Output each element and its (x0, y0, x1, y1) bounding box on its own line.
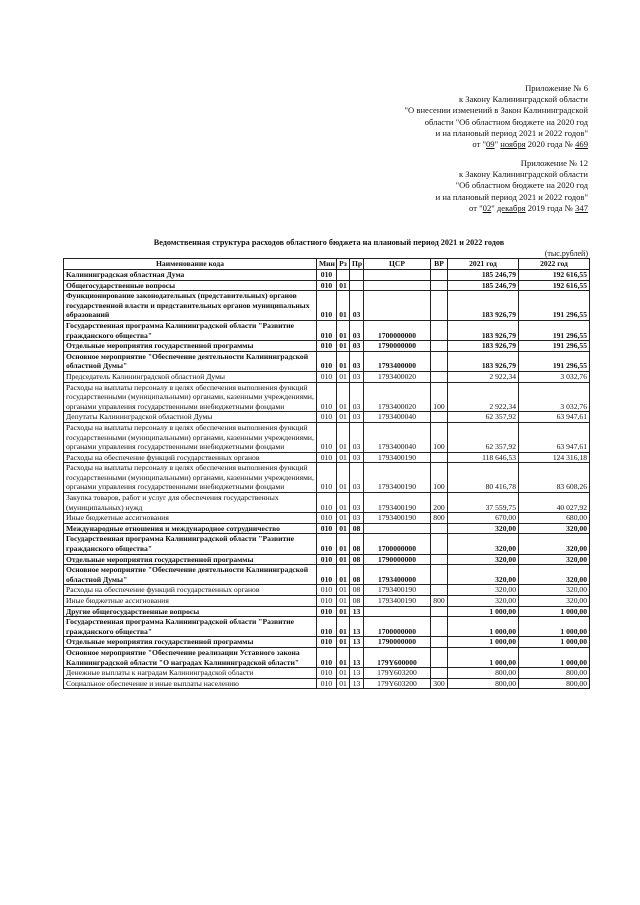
row-pr: 13 (350, 647, 364, 667)
row-2021: 62 357,92 (448, 422, 519, 452)
row-vr (431, 291, 448, 321)
row-rz: 01 (337, 606, 350, 617)
row-min: 010 (317, 596, 337, 607)
row-pr: 08 (350, 523, 364, 534)
date-sep: " (494, 139, 501, 150)
row-pr: 08 (350, 554, 364, 565)
row-name: Основное мероприятие "Обеспечение деятельности Калининградской областной Думы" (64, 565, 317, 585)
row-2021: 1 000,00 (448, 617, 519, 637)
row-2022: 191 296,55 (519, 320, 590, 340)
row-csr: 1793400190 (364, 513, 431, 524)
row-name: Основное мероприятие "Обеспечение деятельности Калининградской областной Думы" (64, 351, 317, 371)
table-row (64, 291, 590, 321)
row-2022: 40 027,92 (519, 493, 590, 513)
date-year: 2020 года № (525, 139, 576, 150)
row-pr: 13 (350, 678, 364, 689)
row-2022: 1 000,00 (519, 617, 590, 637)
row-rz: 01 (337, 351, 350, 371)
row-2022: 191 296,55 (519, 291, 590, 321)
row-2022: 320,00 (519, 554, 590, 565)
row-name: Денежные выплаты к наградам Калининградской области (64, 668, 317, 679)
budget-table (63, 258, 590, 689)
row-vr (431, 351, 448, 371)
row-min: 010 (317, 565, 337, 585)
row-csr: 1790000000 (364, 554, 431, 565)
row-min: 010 (317, 554, 337, 565)
header-csr: ЦСР (364, 259, 431, 270)
row-rz: 01 (337, 280, 350, 291)
appendix-line: "Об областном бюджете на 2020 год (455, 180, 588, 191)
header-pr: Пр (350, 259, 364, 270)
row-csr (364, 606, 431, 617)
row-min: 010 (317, 320, 337, 340)
row-2022: 320,00 (519, 565, 590, 585)
row-csr: 1793400020 (364, 371, 431, 382)
row-pr: 03 (350, 351, 364, 371)
appendix-line: Приложение № 6 (525, 83, 588, 93)
row-name: Другие общегосударственные вопросы (64, 606, 317, 617)
row-2021: 1 000,00 (448, 637, 519, 648)
row-rz: 01 (337, 341, 350, 352)
table-row (64, 637, 590, 648)
row-min: 010 (317, 382, 337, 412)
row-vr (431, 452, 448, 463)
row-rz: 01 (337, 678, 350, 689)
row-vr (431, 554, 448, 565)
table-row (64, 351, 590, 371)
table-row (64, 270, 590, 281)
row-2021: 37 559,75 (448, 493, 519, 513)
row-2021: 183 926,79 (448, 351, 519, 371)
row-name: Расходы на выплаты персоналу в целях обеспечения выполнения функций государственными (муниципальными) органами, казенными учреждениями, органами управления государственными внебюджетными фондами (64, 463, 317, 493)
row-vr (431, 371, 448, 382)
row-2022: 191 296,55 (519, 341, 590, 352)
row-csr: 1793400190 (364, 452, 431, 463)
row-2022: 83 608,26 (519, 463, 590, 493)
table-row (64, 596, 590, 607)
row-2022: 63 947,61 (519, 412, 590, 423)
row-vr: 100 (431, 422, 448, 452)
row-2022: 680,00 (519, 513, 590, 524)
table-row (64, 452, 590, 463)
row-rz: 01 (337, 513, 350, 524)
row-min: 010 (317, 513, 337, 524)
row-2021: 185 246,79 (448, 270, 519, 281)
row-csr (364, 291, 431, 321)
header-2021: 2021 год (448, 259, 519, 270)
row-vr (431, 270, 448, 281)
row-csr: 1793400020 (364, 382, 431, 412)
row-2021: 320,00 (448, 596, 519, 607)
row-name: Иные бюджетные ассигнования (64, 513, 317, 524)
row-rz: 01 (337, 617, 350, 637)
row-name: Государственная программа Калининградской области "Развитие гражданского общества" (64, 320, 317, 340)
row-min: 010 (317, 493, 337, 513)
row-2021: 320,00 (448, 585, 519, 596)
row-rz: 01 (337, 463, 350, 493)
row-pr: 08 (350, 534, 364, 554)
table-body (64, 270, 590, 689)
row-vr (431, 637, 448, 648)
row-vr (431, 280, 448, 291)
row-2022: 191 296,55 (519, 351, 590, 371)
row-vr: 100 (431, 382, 448, 412)
row-2022: 320,00 (519, 523, 590, 534)
appendix-line: Приложение № 12 (520, 158, 588, 168)
row-csr: 1793400040 (364, 412, 431, 423)
row-name: Функционирование законодательных (представительных) органов государственной власти и представительных органов муниципальных образований (64, 291, 317, 321)
row-vr (431, 412, 448, 423)
row-rz: 01 (337, 565, 350, 585)
row-2022: 320,00 (519, 585, 590, 596)
row-csr: 179Y600000 (364, 647, 431, 667)
appendix-line: и на плановый период 2021 и 2022 годов" (435, 191, 588, 202)
row-name: Государственная программа Калининградской области "Развитие гражданского общества" (64, 534, 317, 554)
row-pr: 03 (350, 422, 364, 452)
table-row (64, 493, 590, 513)
row-2022: 320,00 (519, 596, 590, 607)
appendix-line: области "Об областном бюджете на 2020 год (424, 116, 588, 127)
row-vr (431, 341, 448, 352)
row-vr (431, 647, 448, 667)
row-min: 010 (317, 637, 337, 648)
row-2021: 183 926,79 (448, 291, 519, 321)
row-csr: 1790000000 (364, 341, 431, 352)
table-row (64, 647, 590, 667)
row-2021: 320,00 (448, 554, 519, 565)
row-rz: 01 (337, 554, 350, 565)
row-vr (431, 617, 448, 637)
appendix-date-line (405, 139, 588, 150)
row-2021: 670,00 (448, 513, 519, 524)
row-2021: 183 926,79 (448, 320, 519, 340)
row-min: 010 (317, 534, 337, 554)
row-name: Общегосударственные вопросы (64, 280, 317, 291)
row-pr: 03 (350, 493, 364, 513)
row-name: Калининградская областная Дума (64, 270, 317, 281)
row-name: Государственная программа Калининградской области "Развитие гражданского общества" (64, 617, 317, 637)
row-name: Председатель Калининградской областной Думы (64, 371, 317, 382)
document-title: Ведомственная структура расходов областного бюджета на плановый период 2021 и 2022 годов (153, 238, 505, 247)
row-2021: 2 922,34 (448, 371, 519, 382)
table-row (64, 678, 590, 689)
row-min: 010 (317, 371, 337, 382)
row-2021: 62 357,92 (448, 412, 519, 423)
table-row (64, 513, 590, 524)
row-rz: 01 (337, 668, 350, 679)
row-rz: 01 (337, 422, 350, 452)
row-rz: 01 (337, 382, 350, 412)
appendix-6-header (405, 83, 588, 150)
row-csr: 1700000000 (364, 617, 431, 637)
row-min: 010 (317, 280, 337, 291)
row-csr: 1793400190 (364, 585, 431, 596)
row-2022: 3 032,76 (519, 382, 590, 412)
row-pr: 03 (350, 291, 364, 321)
row-min: 010 (317, 647, 337, 667)
row-csr (364, 280, 431, 291)
row-2021: 320,00 (448, 565, 519, 585)
row-csr: 179Y603200 (364, 668, 431, 679)
law-number: 347 (575, 202, 588, 213)
row-rz: 01 (337, 647, 350, 667)
date-year: 2019 года № (525, 202, 576, 213)
row-pr: 03 (350, 371, 364, 382)
table-row (64, 320, 590, 340)
row-name: Отдельные мероприятия государственной программы (64, 637, 317, 648)
row-vr (431, 534, 448, 554)
row-pr: 03 (350, 452, 364, 463)
row-2022: 800,00 (519, 678, 590, 689)
row-min: 010 (317, 422, 337, 452)
row-rz: 01 (337, 452, 350, 463)
date-month: ноября (500, 139, 526, 150)
row-pr (350, 270, 364, 281)
header-vr: ВР (431, 259, 448, 270)
date-day: 02 (482, 202, 492, 213)
row-min: 010 (317, 523, 337, 534)
row-pr: 13 (350, 606, 364, 617)
row-vr: 100 (431, 463, 448, 493)
row-pr: 13 (350, 617, 364, 637)
row-rz: 01 (337, 523, 350, 534)
row-2021: 800,00 (448, 678, 519, 689)
row-min: 010 (317, 668, 337, 679)
row-pr: 03 (350, 412, 364, 423)
row-csr: 1793400190 (364, 493, 431, 513)
row-rz (337, 270, 350, 281)
row-csr: 179Y603200 (364, 678, 431, 689)
row-csr (364, 270, 431, 281)
row-2021: 320,00 (448, 523, 519, 534)
row-name: Отдельные мероприятия государственной программы (64, 554, 317, 565)
row-vr: 200 (431, 493, 448, 513)
row-vr (431, 523, 448, 534)
appendix-line: к Закону Калининградской области (458, 169, 588, 180)
row-min: 010 (317, 585, 337, 596)
table-row (64, 585, 590, 596)
appendix-line: к Закону Калининградской области (458, 94, 588, 105)
table-row (64, 412, 590, 423)
row-csr: 1793400190 (364, 596, 431, 607)
row-pr (350, 280, 364, 291)
header-min: Мин (317, 259, 337, 270)
row-pr: 03 (350, 320, 364, 340)
row-min: 010 (317, 412, 337, 423)
row-name: Иные бюджетные ассигнования (64, 596, 317, 607)
row-pr: 08 (350, 596, 364, 607)
row-pr: 08 (350, 585, 364, 596)
row-rz: 01 (337, 320, 350, 340)
row-name: Расходы на обеспечение функций государственных органов (64, 452, 317, 463)
appendix-line: "О внесении изменений в Закон Калининградской (404, 105, 588, 116)
row-name: Основное мероприятие "Обеспечение реализации Уставного закона Калининградской области "О наградах Калининградской области" (64, 647, 317, 667)
row-pr: 03 (350, 341, 364, 352)
table-row (64, 371, 590, 382)
row-vr (431, 320, 448, 340)
row-2021: 185 246,79 (448, 280, 519, 291)
row-rz: 01 (337, 637, 350, 648)
row-vr (431, 585, 448, 596)
table-row (64, 606, 590, 617)
row-rz: 01 (337, 412, 350, 423)
date-prefix: от " (469, 202, 483, 213)
date-sep: " (491, 202, 497, 213)
appendix-date-line (436, 203, 588, 214)
header-2022: 2022 год (519, 259, 590, 270)
row-2022: 1 000,00 (519, 606, 590, 617)
row-2022: 1 000,00 (519, 647, 590, 667)
row-rz: 01 (337, 371, 350, 382)
table-row (64, 523, 590, 534)
row-pr: 03 (350, 463, 364, 493)
row-min: 010 (317, 463, 337, 493)
row-min: 010 (317, 341, 337, 352)
header-name: Наименование кода (64, 259, 317, 270)
row-2021: 80 416,78 (448, 463, 519, 493)
row-pr: 03 (350, 382, 364, 412)
row-vr (431, 565, 448, 585)
row-csr: 1793400190 (364, 463, 431, 493)
row-vr: 300 (431, 678, 448, 689)
table-row (64, 280, 590, 291)
header-rz: Рз (337, 259, 350, 270)
row-name: Международные отношения и международное сотрудничество (64, 523, 317, 534)
row-name: Расходы на выплаты персоналу в целях обеспечения выполнения функций государственными (муниципальными) органами, казенными учреждениями, органами управления государственными внебюджетными фондами (64, 422, 317, 452)
row-pr: 13 (350, 637, 364, 648)
row-csr: 1793400000 (364, 565, 431, 585)
row-csr: 1790000000 (364, 637, 431, 648)
row-rz: 01 (337, 291, 350, 321)
table-row (64, 341, 590, 352)
row-rz: 01 (337, 534, 350, 554)
row-vr: 800 (431, 513, 448, 524)
row-2022: 320,00 (519, 534, 590, 554)
row-2021: 118 646,53 (448, 452, 519, 463)
row-min: 010 (317, 452, 337, 463)
row-name: Социальное обеспечение и иные выплаты населению (64, 678, 317, 689)
row-csr (364, 523, 431, 534)
row-vr (431, 606, 448, 617)
row-pr: 03 (350, 513, 364, 524)
table-row (64, 565, 590, 585)
row-2021: 183 926,79 (448, 341, 519, 352)
row-vr (431, 668, 448, 679)
appendix-line: и на плановый период 2021 и 2022 годов" (435, 127, 588, 138)
row-2022: 63 947,61 (519, 422, 590, 452)
row-2022: 3 032,76 (519, 371, 590, 382)
row-2022: 192 616,55 (519, 280, 590, 291)
row-2021: 2 922,34 (448, 382, 519, 412)
row-min: 010 (317, 291, 337, 321)
row-pr: 13 (350, 668, 364, 679)
date-month: декабря (496, 202, 526, 213)
row-2021: 1 000,00 (448, 647, 519, 667)
row-name: Расходы на выплаты персоналу в целях обеспечения выполнения функций государственными (муниципальными) органами, казенными учреждениями, органами управления государственными внебюджетными фондами (64, 382, 317, 412)
row-min: 010 (317, 351, 337, 371)
row-name: Расходы на обеспечение функций государственных органов (64, 585, 317, 596)
row-2021: 320,00 (448, 534, 519, 554)
units-label: (тыс.рублей) (544, 249, 588, 258)
table-row (64, 463, 590, 493)
table-row (64, 617, 590, 637)
appendix-12-header (436, 158, 588, 214)
date-day: 09 (486, 139, 495, 150)
row-min: 010 (317, 270, 337, 281)
row-2021: 1 000,00 (448, 606, 519, 617)
row-min: 010 (317, 678, 337, 689)
row-name: Закупка товаров, работ и услуг для обеспечения государственных (муниципальных) нужд (64, 493, 317, 513)
row-vr: 800 (431, 596, 448, 607)
row-csr: 1700000000 (364, 534, 431, 554)
row-2022: 124 316,18 (519, 452, 590, 463)
table-row (64, 534, 590, 554)
row-name: Депутаты Калининградской областной Думы (64, 412, 317, 423)
row-2021: 800,00 (448, 668, 519, 679)
row-2022: 800,00 (519, 668, 590, 679)
row-2022: 1 000,00 (519, 637, 590, 648)
table-header-row (64, 259, 590, 270)
row-csr: 1793400000 (364, 351, 431, 371)
row-csr: 1700000000 (364, 320, 431, 340)
row-csr: 1793400040 (364, 422, 431, 452)
row-rz: 01 (337, 493, 350, 513)
date-prefix: от " (472, 139, 486, 150)
row-rz: 01 (337, 585, 350, 596)
row-min: 010 (317, 606, 337, 617)
table-row (64, 668, 590, 679)
table-row (64, 382, 590, 412)
law-number: 469 (575, 139, 588, 150)
row-pr: 08 (350, 565, 364, 585)
row-rz: 01 (337, 596, 350, 607)
table-row (64, 554, 590, 565)
table-row (64, 422, 590, 452)
row-min: 010 (317, 617, 337, 637)
row-2022: 192 616,55 (519, 270, 590, 281)
row-name: Отдельные мероприятия государственной программы (64, 341, 317, 352)
